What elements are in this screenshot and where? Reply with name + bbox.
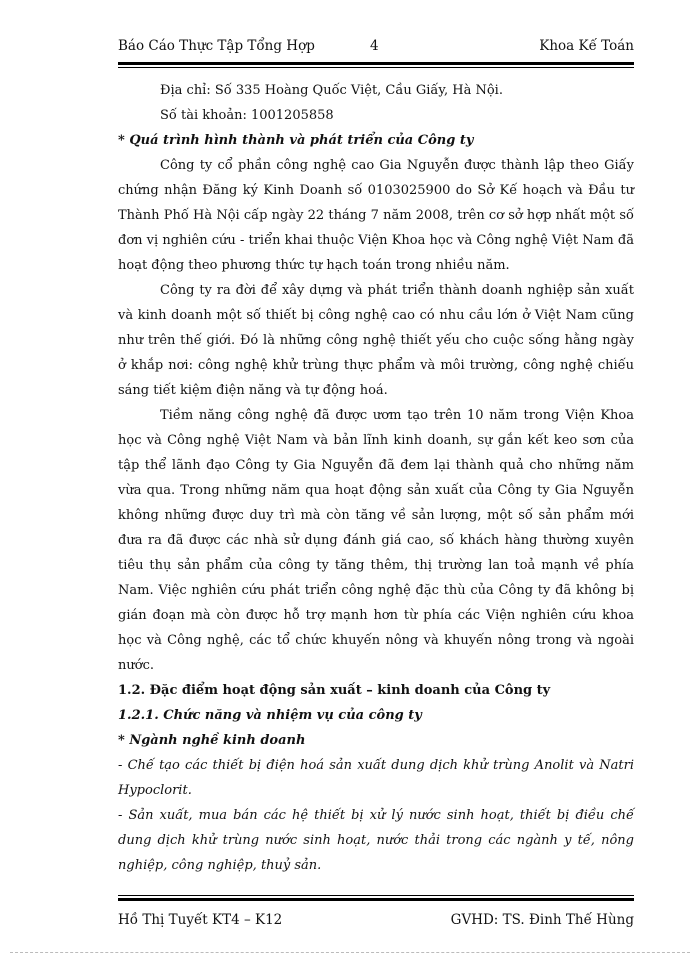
paragraph-founding: Công ty cổ phần công nghệ cao Gia Nguyễn được thành lập theo Giấy chứng nhận Đăng ký Kinh Doanh số 0103025900 do Sở Kế hoạch và Đầu tư Thành Phố Hà Nội cấp ngày 22 tháng 7 năm 2008, trên cơ sở hợp nhất một số đơn vị nghiên cứu - triển khai thuộc Viện Khoa học và Công nghệ Việt Nam đã hoạt động theo phương thức tự hạch toán trong nhiều năm. <box>118 158 634 273</box>
footer-rule-thick <box>118 898 634 901</box>
document-body <box>118 78 634 878</box>
footer-rule-thin <box>118 895 634 896</box>
header-rule-thin <box>118 67 634 68</box>
subsection-heading: 1.2.1. Chức năng và nhiệm vụ của công ty <box>118 708 422 723</box>
footer-supervisor: GVHD: TS. Đinh Thế Hùng <box>450 912 634 928</box>
page-header <box>118 38 634 58</box>
page-footer <box>118 912 634 932</box>
address-line: Địa chỉ: Số 335 Hoàng Quốc Việt, Cầu Giấy, Hà Nội. <box>160 83 503 98</box>
section-heading: 1.2. Đặc điểm hoạt động sản xuất – kinh doanh của Công ty <box>118 683 551 698</box>
paragraph-growth: Tiềm năng công nghệ đã được ươm tạo trên 10 năm trong Viện Khoa học và Công nghệ Việt Nam và bản lĩnh kinh doanh, sự gắn kết keo sơn của tập thể lãnh đạo Công ty Gia Nguyễn đã đem lại thành quả cho những năm vừa qua. Trong những năm qua hoạt động sản xuất của Công ty Gia Nguyễn không những được duy trì mà còn tăng về sản lượng, một số sản phẩm mới đưa ra đã được các nhà sử dụng đánh giá cao, số khách hàng thường xuyên tiêu thụ sản phẩm của công ty tăng thêm, thị trường lan toả mạnh về phía Nam. Việc nghiên cứu phát triển công nghệ đặc thù của Công ty đã không bị gián đoạn mà còn được hỗ trợ mạnh hơn từ phía các Viện nghiên cứu khoa học và Công nghệ, các tổ chức khuyến nông và khuyến nông trong và ngoài nước. <box>118 408 634 673</box>
business-heading: * Ngành nghề kinh doanh <box>118 733 306 748</box>
page-number: 4 <box>370 38 379 54</box>
footer-author: Hồ Thị Tuyết KT4 – K12 <box>118 912 283 928</box>
business-item-1: - Chế tạo các thiết bị điện hoá sản xuất dung dịch khử trùng Anolit và Natri Hypoclorit. <box>118 758 634 798</box>
account-line: Số tài khoản: 1001205858 <box>160 108 334 123</box>
header-rule-thick <box>118 62 634 65</box>
page-boundary <box>10 952 690 953</box>
business-item-2: - Sản xuất, mua bán các hệ thiết bị xử lý nước sinh hoạt, thiết bị điều chế dung dịch khử trùng nước sinh hoạt, nước thải trong các ngành y tế, nông nghiệp, công nghiệp, thuỷ sản. <box>118 808 634 873</box>
header-department: Khoa Kế Toán <box>539 38 634 54</box>
history-heading: * Quá trình hình thành và phát triển của Công ty <box>118 133 474 148</box>
header-title: Báo Cáo Thực Tập Tổng Hợp <box>118 38 315 54</box>
paragraph-mission: Công ty ra đời để xây dựng và phát triển thành doanh nghiệp sản xuất và kinh doanh một số thiết bị công nghệ cao có nhu cầu lớn ở Việt Nam cũng như trên thế giới. Đó là những công nghệ thiết yếu cho cuộc sống hằng ngày ở khắp nơi: công nghệ khử trùng thực phẩm và môi trường, công nghệ chiếu sáng tiết kiệm điện năng và tự động hoá. <box>118 283 634 398</box>
